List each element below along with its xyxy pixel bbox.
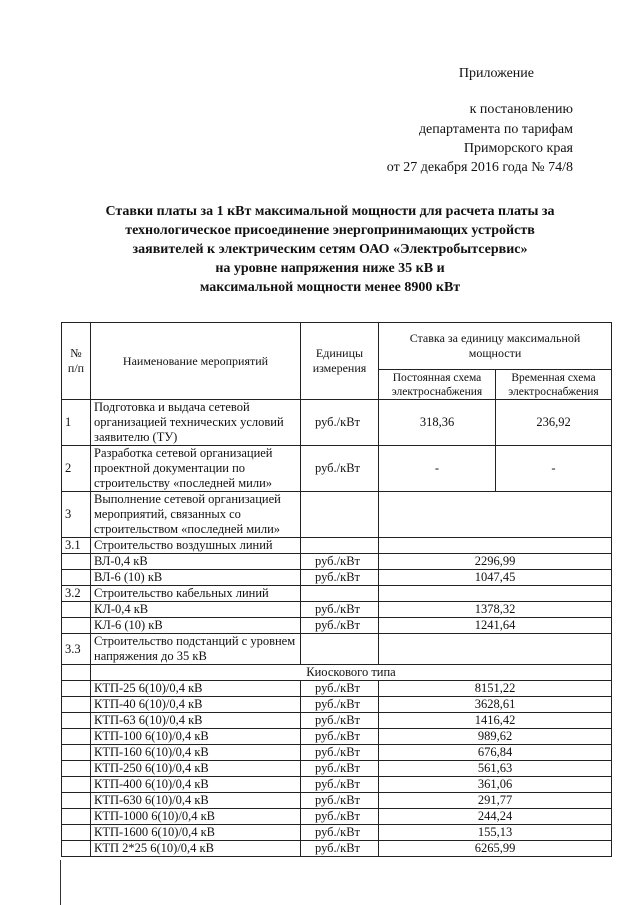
row-unit	[301, 492, 379, 538]
col-header-unit: Единицы измерения	[301, 323, 379, 400]
region-line: Приморского края	[463, 141, 573, 156]
row-number	[62, 825, 91, 841]
row-unit: руб./кВт	[301, 697, 379, 713]
margin-line	[60, 860, 61, 905]
table-row	[62, 713, 612, 729]
row-number	[62, 681, 91, 697]
col-header-permanent: Постоянная схема электроснабжения	[379, 370, 496, 400]
row-name: КТП-100 6(10)/0,4 кВ	[91, 729, 301, 745]
row-value: 1416,42	[379, 713, 612, 729]
row-value	[379, 538, 612, 554]
row-value	[379, 634, 612, 665]
col-header-name: Наименование мероприятий	[91, 323, 301, 400]
row-name: Разработка сетевой организацией проектной документации по строительству «последней мили»	[91, 446, 301, 492]
date-line: от 27 декабря 2016 года № 74/8	[386, 160, 573, 175]
row-name: КТП 2*25 6(10)/0,4 кВ	[91, 841, 301, 857]
row-number: 3.1	[62, 538, 91, 554]
table-row	[62, 554, 612, 570]
table-row	[62, 697, 612, 713]
row-name: ВЛ-6 (10) кВ	[91, 570, 301, 586]
row-unit: руб./кВт	[301, 729, 379, 745]
table-row	[62, 618, 612, 634]
row-value: 8151,22	[379, 681, 612, 697]
title-line: заявителей к электрическим сетям ОАО «Электробытсервис»	[132, 242, 528, 257]
title-line: максимальной мощности менее 8900 кВт	[199, 280, 461, 295]
row-unit: руб./кВт	[301, 446, 379, 492]
department-line: департамента по тарифам	[418, 122, 573, 137]
col-header-rate: Ставка за единицу максимальной мощности	[379, 323, 612, 370]
table-row	[62, 793, 612, 809]
row-unit: руб./кВт	[301, 681, 379, 697]
table-row	[62, 634, 612, 665]
table-row	[62, 809, 612, 825]
row-temporary-value: -	[496, 446, 612, 492]
row-number	[62, 809, 91, 825]
title-line: технологическое присоединение энергопринимающих устройств	[125, 223, 535, 238]
row-unit: руб./кВт	[301, 777, 379, 793]
row-unit: руб./кВт	[301, 400, 379, 446]
table-subheader-row	[62, 665, 612, 681]
row-name: КТП-250 6(10)/0,4 кВ	[91, 761, 301, 777]
row-unit: руб./кВт	[301, 745, 379, 761]
row-value	[379, 492, 612, 538]
row-unit: руб./кВт	[301, 793, 379, 809]
row-name: КТП-1600 6(10)/0,4 кВ	[91, 825, 301, 841]
row-name: Выполнение сетевой организацией мероприятий, связанных со строительством «последней мили»	[91, 492, 301, 538]
row-unit: руб./кВт	[301, 554, 379, 570]
table-row	[62, 777, 612, 793]
row-number	[62, 729, 91, 745]
document-title	[60, 202, 600, 297]
col-header-num: № п/п	[62, 323, 91, 400]
row-number	[62, 570, 91, 586]
table-row	[62, 745, 612, 761]
table-row	[62, 761, 612, 777]
row-value: 291,77	[379, 793, 612, 809]
row-name: КТП-63 6(10)/0,4 кВ	[91, 713, 301, 729]
row-unit: руб./кВт	[301, 602, 379, 618]
row-unit: руб./кВт	[301, 713, 379, 729]
row-value: 1047,45	[379, 570, 612, 586]
table-row	[62, 538, 612, 554]
table-row	[62, 841, 612, 857]
table-row	[62, 446, 612, 492]
table-row	[62, 570, 612, 586]
row-number: 3	[62, 492, 91, 538]
table-row	[62, 586, 612, 602]
row-name: Подготовка и выдача сетевой организацией технических условий заявителю (ТУ)	[91, 400, 301, 446]
row-name: КТП-630 6(10)/0,4 кВ	[91, 793, 301, 809]
row-value: 1378,32	[379, 602, 612, 618]
appendix-label: Приложение	[458, 66, 534, 81]
row-unit: руб./кВт	[301, 618, 379, 634]
row-number	[62, 697, 91, 713]
row-value: 6265,99	[379, 841, 612, 857]
table-body	[62, 400, 612, 857]
table-row	[62, 681, 612, 697]
row-number	[62, 602, 91, 618]
row-number: 1	[62, 400, 91, 446]
row-number	[62, 618, 91, 634]
row-value: 676,84	[379, 745, 612, 761]
col-header-temporary: Временная схема электроснабжения	[496, 370, 612, 400]
row-value: 2296,99	[379, 554, 612, 570]
row-unit	[301, 634, 379, 665]
row-unit: руб./кВт	[301, 809, 379, 825]
row-name: КТП-1000 6(10)/0,4 кВ	[91, 809, 301, 825]
table-row	[62, 602, 612, 618]
row-number	[62, 793, 91, 809]
row-number	[62, 713, 91, 729]
row-number	[62, 665, 91, 681]
row-unit	[301, 538, 379, 554]
row-unit	[301, 586, 379, 602]
resolution-line: к постановлению	[469, 102, 573, 117]
row-value: 989,62	[379, 729, 612, 745]
row-name: ВЛ-0,4 кВ	[91, 554, 301, 570]
row-value: 244,24	[379, 809, 612, 825]
row-number	[62, 745, 91, 761]
row-unit: руб./кВт	[301, 570, 379, 586]
table-row	[62, 400, 612, 446]
row-name: КТП-25 6(10)/0,4 кВ	[91, 681, 301, 697]
title-line: Ставки платы за 1 кВт максимальной мощности для расчета платы за	[105, 204, 555, 219]
row-name: КЛ-0,4 кВ	[91, 602, 301, 618]
row-name: КТП-400 6(10)/0,4 кВ	[91, 777, 301, 793]
row-value: 3628,61	[379, 697, 612, 713]
row-value	[379, 586, 612, 602]
row-permanent-value: -	[379, 446, 496, 492]
table-row	[62, 492, 612, 538]
row-name: Строительство воздушных линий	[91, 538, 301, 554]
row-value: 1241,64	[379, 618, 612, 634]
row-value: 155,13	[379, 825, 612, 841]
row-temporary-value: 236,92	[496, 400, 612, 446]
row-number	[62, 777, 91, 793]
row-unit: руб./кВт	[301, 825, 379, 841]
row-name: КЛ-6 (10) кВ	[91, 618, 301, 634]
row-number: 3.3	[62, 634, 91, 665]
rates-table	[61, 322, 612, 857]
row-number: 3.2	[62, 586, 91, 602]
row-number	[62, 841, 91, 857]
row-name: Строительство подстанций с уровнем напряжения до 35 кВ	[91, 634, 301, 665]
row-number	[62, 554, 91, 570]
table-row	[62, 729, 612, 745]
row-name: КТП-160 6(10)/0,4 кВ	[91, 745, 301, 761]
kiosk-type-subheader: Киоскового типа	[91, 665, 612, 681]
row-unit: руб./кВт	[301, 841, 379, 857]
row-name: КТП-40 6(10)/0,4 кВ	[91, 697, 301, 713]
row-number: 2	[62, 446, 91, 492]
table-row	[62, 825, 612, 841]
row-value: 561,63	[379, 761, 612, 777]
row-unit: руб./кВт	[301, 761, 379, 777]
row-permanent-value: 318,36	[379, 400, 496, 446]
title-line: на уровне напряжения ниже 35 кВ и	[215, 261, 445, 276]
row-value: 361,06	[379, 777, 612, 793]
row-number	[62, 761, 91, 777]
row-name: Строительство кабельных линий	[91, 586, 301, 602]
